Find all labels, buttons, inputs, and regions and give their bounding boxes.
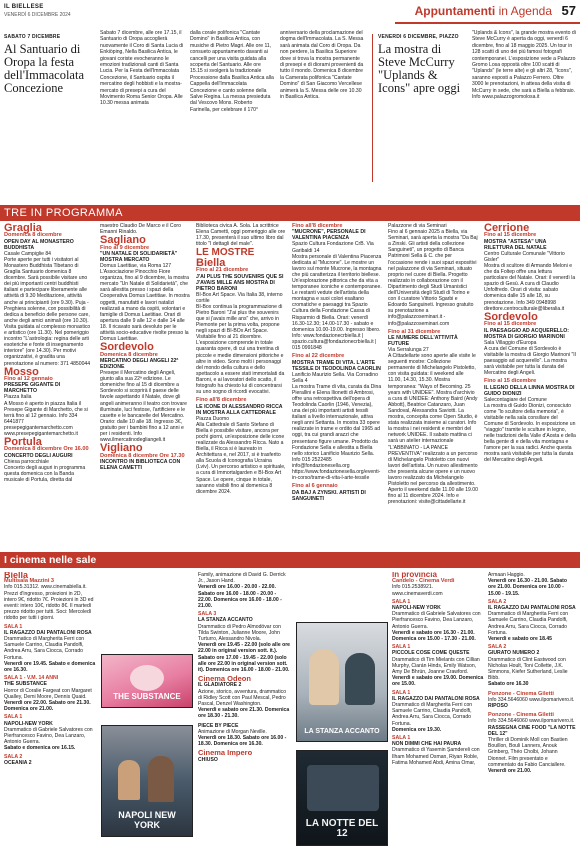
cinema-status: RIPOSO (488, 703, 508, 710)
poster-title: THE SUBSTANCE (113, 692, 181, 701)
event-body: Mostra personale di Valentina Piacenza dedicata al "Mucrone". Le mostre un lavoro sul monte Mucrone, la montagna che più caratterizza il territorio biellese. Un'esplorazione pittorica che da vita a temporanee iconiche e contemporanee. Le restanti vedute dell'artista della montagna e suoi colori esaltano cromatiche e paesaggi tra Spazio Cultura della Fondazione Cassa di Risparmio di Biella. Orari: venerdì 16.30-12.30; 14.00-17.30 - sabato e domenica 10.00-19.00. Ingresso libero. Info: www.fondazionecrbiella.it | spazio.cultura@fondazionecrbiella.it | 015 0991848 (292, 253, 382, 351)
event-title: INCONTRO IN BIBLIOTECA CON ELENA CAMETTI (100, 458, 181, 471)
film-times: Venerdì e sabato ore 19.00. Domenica ore 15.00. (392, 675, 484, 688)
header-rule (395, 22, 580, 24)
cinema-theater: Ponzone - Cinema Giletti (488, 690, 554, 697)
film-title: IL RAGAZZO DAI PANTALONI ROSA (488, 605, 576, 612)
event-entry (4, 232, 94, 366)
event-place: Chiesa parrocchiale (4, 458, 50, 465)
article-divider (372, 34, 373, 182)
film-desc: Family, animazione di David G. Derrick Jr., Jason Hand. (198, 572, 286, 585)
city-heading: Sordevolo (484, 310, 538, 323)
oropa-body-2: dalla corale polifonica "Cantate Domino" in Basilica Antica, con musiche di Pietro Magri. Alle ore 11, consueto appuntamento davanti ai cancelli per una visita guidata alla scoperta del Santuario. Alle ore 15.15 si svolgerà la tradizionale Processione dalla Basilica Antica alla Cappella dell'Immacolata Concezione e canto solenne della Salve Regina. La messa presieduta dal Vescovo Mons. Roberto Farinella, per celebrare il 170° (190, 30, 274, 113)
film-times: Venerdì ore 21.00. (488, 768, 532, 775)
film-desc: Animazione di Morgan Neville. (198, 728, 267, 735)
film-times: Venerdì ore 22.00. Sabato ore 21.30. Domenica ore 21.00. (4, 700, 91, 713)
event-date: Domenica 8 dicembre Ore 16.00 (4, 446, 89, 453)
film-times: Venerdì e sabato ore 18.45 (488, 636, 552, 643)
film-desc: Drammatico di Pedro Almodóvar con Tilda Swinton, Julianne Moore, John Turturro, Alessandro Nivola. (198, 623, 281, 643)
event-date: Domenica 8 dicembre (4, 232, 62, 239)
film-title: NON DIMMI CHE HAI PAURA (392, 741, 462, 748)
event-title: MOSTRA TRAME DI VITA. L'ARTE TESSILE DI TEODOLINDA CAORLIN (292, 359, 381, 372)
event-date: Fino all'8 dicembre (292, 223, 343, 229)
event-body: maestro Claudio De Marco e il Coro Emanni Rinaldo. (100, 223, 181, 236)
event-date: Fino al 22 dicembre (292, 353, 345, 360)
event-date: Fino al 15 dicembre (484, 321, 537, 328)
film-desc: Drammatico di Gabriele Salvatores con Pierfrancesco Favino, Dea Lanzaro, Antonio Guerra. (392, 611, 481, 630)
section-heading: LE MOSTRE (196, 247, 255, 259)
city-heading: Sagliano (100, 234, 146, 247)
event-title: MOSTRA "ASTESA" UNA RILETTURA DEL NATALE (484, 238, 547, 251)
event-place: Domus Laetitiae, via Roma 127 (100, 263, 172, 269)
film-title: OCEANIA 2 (4, 759, 32, 766)
sala-label: SALA 1 (4, 714, 23, 721)
event-entry (388, 223, 478, 327)
cinema-theater: Multisala Mazzini 3 (4, 578, 55, 585)
event-date: Fino al 15 dicembre (484, 232, 537, 239)
film-desc: Drammatico di Margherita Ferri con Samuele Carrino, Claudia Pandolfi, Andrea Arru, Sara Ciocca, Corrado Fortuna. (488, 611, 569, 636)
city-heading: Portula (4, 436, 42, 449)
newspaper-name: IL BIELLESE (4, 4, 44, 10)
section-title: Appuntamenti in Agenda (414, 4, 552, 18)
event-title: "MUCRONE", PERSONALE DI VALENTINA PIACENZA (292, 229, 366, 242)
film-title: THE SUBSTANCE (4, 681, 47, 688)
film-desc: Armaan Haggio. (488, 572, 525, 578)
mccurry-article-head (378, 34, 466, 184)
oropa-body-3: anniversario della proclamazione del dogma dell'Immacolata. La S. Messa sarà animata dal Coro di Oropa. Da non perdere, la Basilica Superiore dove si trova la mostra permanente di presepi e di diorami provenienti da tutto il mondo. Domenica 8 dicembre la Camerata polifonica "Cantate Domino" di San Giacomo Vercellese animerà la S. Messa delle ore 10.30 in Basilica Antica. (280, 30, 364, 101)
event-place: Salecontagiare del Comune (484, 396, 547, 403)
film-times: Sabato ore 16.30 (488, 681, 529, 688)
film-times: Venerdì e sabato ore 16.30 - 21.00. Domenica ore 15.00 - 17.30 - 21.00. (392, 629, 476, 643)
poster-figure (309, 649, 339, 705)
oropa-headline: Al Santuario di Oropa la festa dell'Immacolata Concezione (4, 42, 84, 96)
event-entry (196, 397, 286, 495)
event-date: Fino all'8 dicembre (196, 397, 247, 404)
city-heading: Vigliano (100, 442, 143, 455)
film-desc: Drammatico di Yasemin Şamdereli con Ilham Mohamed Osman, Riyan Roble, Fatima Mohamed Abdi, Amina Omar, (392, 747, 480, 766)
event-place: Casale Campiglie 84 (4, 250, 52, 257)
event-title: PRESEPE GIGANTE DI MARCHETTO (4, 382, 61, 395)
event-title: LE ICONE DI ALESSANDRO RICCA IN MOSTRA ALLA CATTEDRALE (196, 403, 283, 416)
program-col-3 (196, 223, 286, 543)
cinema-col-1 (4, 572, 96, 848)
film-title: IL RAGAZZO DAI PANTALONI ROSA (392, 695, 480, 702)
page-number: 57 (561, 3, 576, 18)
event-body: Concerto degli auguri in programma questa domenica con la Banda musicale di Portula, diretta dal (4, 464, 86, 484)
film-title: IL RAGAZZO DAI PANTALONI ROSA (4, 629, 92, 636)
film-desc: Drammatico di Clint Eastwood con Nicholas Hoult, Toni Collette, J.K. Simmons, Kiefer Sutherland, Leslie Bibb. (488, 656, 568, 682)
event-entry (292, 483, 382, 501)
film-times: Venerdì ore 19.45 - 22.00 (solo alle ore 22.00 in original version sott. it.). Sabato ore 17.00 - 19.45 - 22.00 (solo alle ore 22.00 in original version sott. it). Domenica ore 16.00 - 18.00 - 21.00. (198, 642, 290, 674)
program-band (0, 205, 580, 221)
event-body: A Mosso è aperto in piazza Italia il Presepe Gigante di Marchetto, che si terrà fino al 12 gennaio. Info 334 6441877 presepegigantemarchetto.com www.presepegigantemarchetto.it (4, 400, 88, 437)
film-desc: Drammatico di Gabriele Salvatores con Pierfrancesco Favino, Dea Lanzaro, Antonio Guerra. (4, 726, 93, 746)
film-title: RASSEGNA CINE FOOD "LA NOTTE DEL 12" (488, 724, 576, 737)
event-body: Fino al 6 gennaio 2025 a Biella, via Seminari, sarà aperta la mostra "Da Baj a Zinski. Gli artisti della collezione Sanguineti", un progetto di Banca Patrimoni Sella & C. che per l'occasione rende i suoi spazi espositivi nel palazzone di via Seminari, situato proprio nel cuore di Biella. Progetto realizzato in collaborazione con il Dipartimento degli Studi Umanistici dell'Università degli Studi di Torino e con il curatore Vittorio Sgarbi e Edoardo Sanguineti. Ingresso gratuito su prenotazione a info@palazzoseminari.it - info@palazzoseminari.com (388, 229, 478, 327)
film-times: Venerdì ore 18.30. Sabato ore 16.00 - 18.30. Domenica ore 16.30. (198, 735, 287, 748)
event-title: LE NUMERE DELL'ATTIVITÀ FUTURE (388, 335, 458, 347)
film-desc: Drammatico di Margherita Ferri con Samuele Carrino, Claudia Pandolfi, Andrea Arru, Sara Ciocca, Corrado Fortuna. (4, 636, 85, 661)
event-place: Piazza Italia (4, 394, 32, 401)
event-title: OPEN DAY AL MONASTERO BUDDHISTA (4, 238, 74, 251)
event-title: DA BAJ A ZYNSKI. ARTISTI DI SANGUINETI (292, 489, 366, 502)
film-times: Venerdì ore 19.45. Sabato e domenica ore 16.30. (4, 660, 96, 674)
film-times: Venerdì ore 16.30 - 21.00. Sabato ore 21.00. Domenica ore 10.00 - 15.00 - 19.15. (488, 578, 567, 597)
poster-figure (130, 665, 164, 691)
event-date: Fino al 6 gennaio (292, 483, 338, 490)
event-place: BI-Box Art Space. Via Italia 38, interno cortile (196, 291, 283, 304)
program-col-4 (292, 223, 382, 543)
poster-napoli-new-york (101, 725, 193, 837)
event-body: L'Associazione Pinocchio Fiore organizza, fino al 9 dicembre, la mostra mercato "Un Natale di Solidarietà", che sarà allestita presso i spazi della Cooperativa Domus Laetitiae. In mostra oggetti, manufatti e lavori natalizi realizzati a mano da ospiti, volontari e famiglie di Domus Laetitiae. Orari di apertura dalle 9 alle 12 e dalle 14 alle 18. Il ricavato sarà devoluto per le attività socio-educative rivolte presso la Domus Laetitiae. (100, 269, 190, 343)
film-desc: Drammatico di Margherita Ferri con Samuele Carrino, Claudia Pandolfi, Andrea Arru, Sara Ciocca, Corrado Fortuna. (392, 702, 473, 727)
cinema-location: In provincia (392, 572, 437, 579)
city-heading: Mosso (4, 365, 39, 378)
event-place: Spazio Cultura Fondazione CrB. Via Garibaldi 14 (292, 241, 374, 254)
city-heading: Graglia (4, 223, 42, 234)
film-title: LA STANZA ACCANTO (198, 617, 253, 624)
cinema-col-6 (488, 572, 576, 848)
program-columns (0, 223, 580, 545)
cinema-info: Info 015.31312. www.cinemabiella.it. Prezzi d'ingresso, proiezioni in 2D, intero 9€, ridotto 7€. Proiezioni in 3D ed eventi: intero 10€, ridotto 8€. Il martedì prezzo ridotto per tutti. Soci: Mercoledì ridotto per tutti i giorni. (4, 584, 94, 622)
poster-figure (345, 653, 375, 705)
event-body: Mostra di scultore di Armando Meloni e che da Foltep offre una lettura particolare del Natale. Orari: il venerdì la spazio di Gesù. A cura di Claudio Unfolfredo. Orari di visita: sabato domenica dalle 15 alle 18, su prenotazione. Info 349 0948998 direttore.centroculturale@liberalia.it (484, 263, 576, 312)
event-entry (388, 329, 478, 506)
event-body: Presepe il Mercatino degli Angeli, giunto alla sua 22ª edizione. Le domeniche fino al 15 di dicembre a Sordevolo si scoprirà il paese delle favole aspettando il Natale, dove gli angeli animeranno il teatro con trovare illuminate, luci festose, l'artificiere e le casette e le bancarelle del Mercatino. Orario: dalle 10 alle 18. Ingresso 3€, gratuito per i bambini fino a 12 anni e per i residenti. Info www.ilmercatinodegliangeli.it (100, 370, 187, 444)
top-articles (0, 26, 580, 196)
event-entry (484, 232, 576, 311)
event-title: IL PAESAGGIO AD ACQUERELLO: MOSTRA DI GIORGIO MARINONI (484, 327, 570, 340)
poster-la-notte-del-12 (296, 750, 388, 846)
event-date: Fino al 9 dicembre (100, 244, 150, 251)
event-entry (100, 245, 190, 343)
event-body: La mostra Trame di vita, curata da Dina Pierallini e Elena Ilionetti di Ambrosi, offre una retrospettiva dell'opera di Teodolinda Caorlin (1946, Venezia), una dei più importanti artisti tessili italiani a livello internazionale, attiva negli anni Settanta. In mostra 33 opere realizzate in trame e ordito dal 1965 ad oggi, tra cui grandi arazzi che presentano figure umane. Prodotto da Fondazione Sella e allestita a Biella nello storico Lanificio Maurizio Sella. Info 015 2522485 info@fondazionesella.org https://www.fondazionesella.org/eventi-in-corso/trame-di-vita-l-arte-tessile (292, 383, 382, 482)
city-heading: Sordevolo (100, 341, 154, 354)
cinema-col-3 (198, 572, 290, 848)
program-col-2 (100, 223, 190, 543)
sala-label: SALA 1 (4, 623, 23, 630)
event-entry (196, 223, 286, 247)
event-entry (196, 267, 286, 395)
cinema-theater: Cinema Impero (198, 748, 253, 758)
event-date: Fino al 12 gennaio (4, 376, 53, 382)
city-heading: Biella (196, 256, 226, 269)
event-entry (484, 321, 576, 376)
event-title: J'AI PLUS THE SOUVENIRS QUE SI J'AVAIS MILLE ANS MOSTRA DI PIETRO BARONI (196, 273, 284, 292)
event-body: Biblioteca civica A. Sola. La scrittrice Elena Cametti, oggi pomeriggio alle ore 17.30, presenterà il suo ultimo libro dal titolo "I dettagli del male". (196, 223, 286, 248)
cinema-band-title: I cinema nelle sale (4, 554, 97, 566)
event-body: A Cittadellarte sono aperte alle visite le seguenti mostre: Collezione permanente di Michelangelo Pistoletto, con visita guidata: il weekend alle 11.00, 14.30, 15.30. Mostra temporanea: "Ways of Becoming. 25 years with UNIDEE". Mostra d'archivio a cura di UNIDEE: Anthony Baird (Andy Abbott), Beatrice Catanzaro, Juan Sandoval, Alessandra Saviotti. La mostra, concepita come Open Studio, è stata realizzata insieme ai curatori. Info la mostra i nei residenti e membri del network UNIDEE. Il sabato mattina ci sarà un atelier internazionale "L'ABBINATO - LA PANCE PREVENTIVA" realizzato a un percorso di Michelangelo Pistoletto con nuovi lavori dell'artista. Un nuovo allestimento che presenta alcune opere e un nuovo lavoro realizzato da Michelangelo Pistoletto nel percorso da allestimento. Aperto il weekend dalle 11.00 alle 19.00 fino al 11 dicembre 2024. Info e prenotazioni: visite@cittadellarte.it (388, 353, 478, 506)
film-desc: Azione, storico, avventura, drammatico di Ridley Scott con Paul Mescal, Pedro Pascal, Denzel Washington. (198, 688, 287, 708)
sala-label: SALA 2 (4, 753, 23, 760)
oropa-kicker: SABATO 7 DICEMBRE (4, 34, 61, 40)
event-entry (292, 223, 382, 351)
sala-label: SALA 2 (488, 598, 507, 605)
event-body: La mostra di Guido Dionizi, conosciuto come "lo scultore della memoria", è visitabile nella sala consiliare del Comune di Sordevolo. In esposizione un "viaggio" tramite le sculture in legno, nelle tradizioni della Valle d'Aosta e della bella gente di e della vita montagna e l'amore per la sua radici. Anche questa mostra sarà visitabile per tutta la durata del Mercatino degli Angeli. (484, 402, 576, 464)
event-title: CONCERTO DEGLI AUGURI (4, 452, 73, 459)
event-entry (100, 352, 190, 444)
event-body: A cura del Comune di Sordevolo è visitabile la mostra di Giorgio Marinoni "Il paesaggio ad acquerello". La mostra sarà visitabile per tutta la durata del Mercatino degli Angeli. (484, 345, 576, 377)
event-body: Alla Cattedrale di Santo Stefano di Biella è possibile visitare, ancora per pochi giorni, un'esposizione delle icone realizzate da Alessandro Ricca. Nato a Biella, il Ricca si è laureato in Architettura e, nel 2017, si è trasferito alla Scuola di Iconografia Ucraina (Lviv). Un percorso artistico e spirituale, a cura di Immortalgarden e BI-Box Art Space. Le opere, cinque in totale, saranno visibili fino al domenica 8 dicembre 2024. (196, 421, 286, 495)
mccurry-body: "Uplands & Icons", la grande mostra evento di Steve McCurry è aperta da oggi, venerdì 6 dicembre, fino al 18 maggio 2025. Un tour in 128 scatti di uno dei più famosi fotografi contemporanei. L'esposizione vede a Palazzo Gromo Losa oppostà oltre 100 scatti di "Uplands" (le terre alte) e gli altri 28, "Icons", saranno esposti a Palazzo Ferrero. Oltre 3000 le prenotazioni, in attesa della visita di McCurry in sede, che sarà a Biella a febbraio. Info www.palazzogromolosa.it (472, 30, 576, 101)
film-times: Sabato e domenica ore 16.15. (4, 745, 76, 752)
sala-label: SALA 3 (198, 611, 217, 618)
cinema-info: Info 334.5646060 www.ilpomarivero.it. (488, 718, 575, 725)
sala-label: SALA 1 (392, 598, 411, 605)
program-col-1 (4, 223, 94, 543)
film-title: IL GLADIATORE 2 (198, 682, 242, 689)
city-heading: Cerrione (484, 223, 530, 234)
film-desc: Horror di Coralie Fargeat con Margaret Qualley, Demi Moore, Dennis Quaid. (4, 687, 92, 700)
sala-label: SALA 1 (392, 735, 411, 742)
oropa-body-1: Sabato 7 dicembre, alle ore 17.15, il Santuario di Oropa accoglierà nuovamente il Coro di Santa Lucia di Enkiöping, Nella Basilica Antica, le giovani coriste evocheranno le emozioni tradizionali canti di Santa Lucia. Per la Festa dell'Immacolata Concezione, il Santuario ospita il mercatino degli hobbisti e la mostra-mercato di presepi a cura del Movimento Roma Senior Oropa. Alle 10.30 messa animata (100, 30, 184, 107)
film-title: PICCOLE COSE COME QUESTE (392, 650, 470, 657)
event-body: Porte aperte per tutti i visitatori al Monastero Buddhista Tibetano di Graglia Santuario domenica 8 dicembre. Sarà possibile visitare uno dei più importanti centri buddhisti italiani e partecipare liberamente alle attività di 9.30 Meditazione, attività anche ai principianti (ore 9.30). Puja - Preghiera solenne, con possibilità di dedica a beneficio delle persone care, anche degli amici animali (ore 10.30). Visita guidata al complesso monastico e artistico (ore 11.30). Nel pomeriggio incontro "L'astrologia: regina delle arti esoteriche e fonte di insegnamento interiore" (ore 14.30). Per motivi organizzativi, è gradita una prenotazione al numero: 371 4850044 (4, 256, 91, 367)
poster-title: NAPOLI NEW YORK (118, 810, 176, 830)
sala-label: SALA 1 (392, 689, 411, 696)
sala-label: SALA 1 (392, 644, 411, 651)
cinema-theater: Ponzone - Cinema Giletti (488, 712, 554, 719)
program-band-title: TRE IN PROGRAMMA (4, 207, 123, 219)
film-times: Domenica ore 19.30. (392, 726, 442, 733)
film-title: GIURATO NUMERO 2 (488, 650, 540, 657)
cinema-col-5 (392, 572, 484, 848)
film-title: NAPOLI-NEW YORK (392, 605, 441, 612)
event-title: MERCATINO DEGLI ANGELI 22ª EDIZIONE (100, 358, 179, 371)
event-title: IL LEGNO DELLA LINNA MOSTRA DI GUIDO DIONIZI (484, 384, 575, 397)
sala-label: SALA 1 - V.M. 14 ANNI (4, 675, 59, 682)
program-col-5 (388, 223, 478, 543)
cinema-info: Info 334.5646060 www.ilpomarivero.it. (488, 696, 575, 703)
sala-label: SALA 2 (488, 644, 507, 651)
event-date: Fino al 15 dicembre (484, 378, 537, 385)
event-date: Fino al 31 dicembre (388, 328, 441, 335)
event-place: Palazzone di via Seminari (388, 223, 447, 229)
event-date: Domenica 8 dicembre Ore 17.30 (100, 452, 185, 459)
event-place: Piazza Duomo (196, 415, 230, 422)
event-place: Lanificio Maurizio Sella. Via Corradino Sella 4 (292, 371, 378, 384)
oropa-article-head (4, 34, 92, 184)
cinema-band (0, 552, 580, 568)
issue-date: VENERDÌ 6 DICEMBRE 2024 (4, 12, 71, 18)
poster-the-substance (101, 654, 193, 708)
mccurry-headline: La mostra di Steve McCurry "Uplands & Icons" apre oggi (378, 42, 461, 96)
film-desc: Thriller di Dominik Moll con Bastien Bouillon, Bouli Lanners, Anouk Grinberg, Théo Cholbi, Johann Dionnet. Film presentato e commentato da Fabio Canciallere. (488, 737, 568, 768)
poster-la-stanza-accanto (296, 622, 388, 742)
event-place: Via Serralunga 27 (388, 347, 429, 353)
event-title: "UN NATALE DI SOLIDARIETÀ" MOSTRA MERCATO (100, 251, 178, 263)
event-entry (484, 378, 576, 463)
film-times: Venerdì ore 16.00 - 20.00 - 22.00. Sabato ore 16.00 - 18.00 - 20.00 - 22.00. Domenica ore 16.00 - 18.00 - 21.00. (198, 584, 282, 610)
event-entry (4, 446, 94, 483)
cinema-theater: Cinema Odeon (198, 674, 251, 684)
poster-figure (148, 756, 174, 802)
event-place: Sala Villaggio d'Europa (484, 339, 537, 346)
cinema-theater: Candelo - Cinema Verdi (392, 578, 455, 585)
cinema-location: Biella (4, 572, 29, 580)
poster-figure (307, 765, 379, 811)
poster-title: LA NOTTE DEL 12 (305, 818, 379, 839)
program-col-6 (484, 223, 576, 543)
event-body: BI-Box continua la programmazione di Pietro Baroni "J'ai plus the souvenirs que si j'avais mille ans" che, arrivo in Piemonte per la prima volta, propone negli spazi di BI-BOx Art Space. Visitabile fino al 21 dicembre. L'esposizione comprende in totale quaranta opere, di cui una trentina di piccole e medie dimensioni pittoriche e altre in video. Sono molti i personaggi del mondo della cultura e dello spettacolo a essere stati immortalati da Baroni, e ai lavoratori dello scatto, il fotografo ha chiesto lui di concentrarsi su uno sogno di ricordi evocativi. (196, 303, 285, 396)
film-title: PIECE BY PIECE (198, 722, 239, 729)
mccurry-kicker: VENERDÌ 6 DICEMBRE, PIAZZO (378, 34, 459, 40)
cinema-status: CHIUSO (198, 756, 218, 763)
event-entry (100, 453, 190, 471)
film-times: Venerdì e sabato ore 21.30. Domenica ore 18.30 - 21.30. (198, 707, 290, 720)
event-place: Centro Culturale Comunale "Vittorio Gisler" (484, 250, 565, 263)
cinema-info: Info 015.2538921. www.cinemaverdi.com (392, 584, 443, 597)
film-title: NAPOLI-NEW YORK (4, 720, 53, 727)
event-date: Fino al 21 dicembre (196, 267, 249, 274)
poster-title: LA STANZA ACCANTO (304, 728, 380, 735)
event-entry (292, 353, 382, 481)
film-desc: Drammatico di Tim Mielants con Cillian Murphy, Ciarán Hinds, Emily Watson, Amy De Bhrún, Joanne Crawford. (392, 656, 480, 676)
event-date: Domenica 8 dicembre (100, 351, 158, 358)
poster-figure (118, 760, 140, 800)
event-entry (4, 376, 94, 437)
cinema-section (0, 570, 580, 849)
